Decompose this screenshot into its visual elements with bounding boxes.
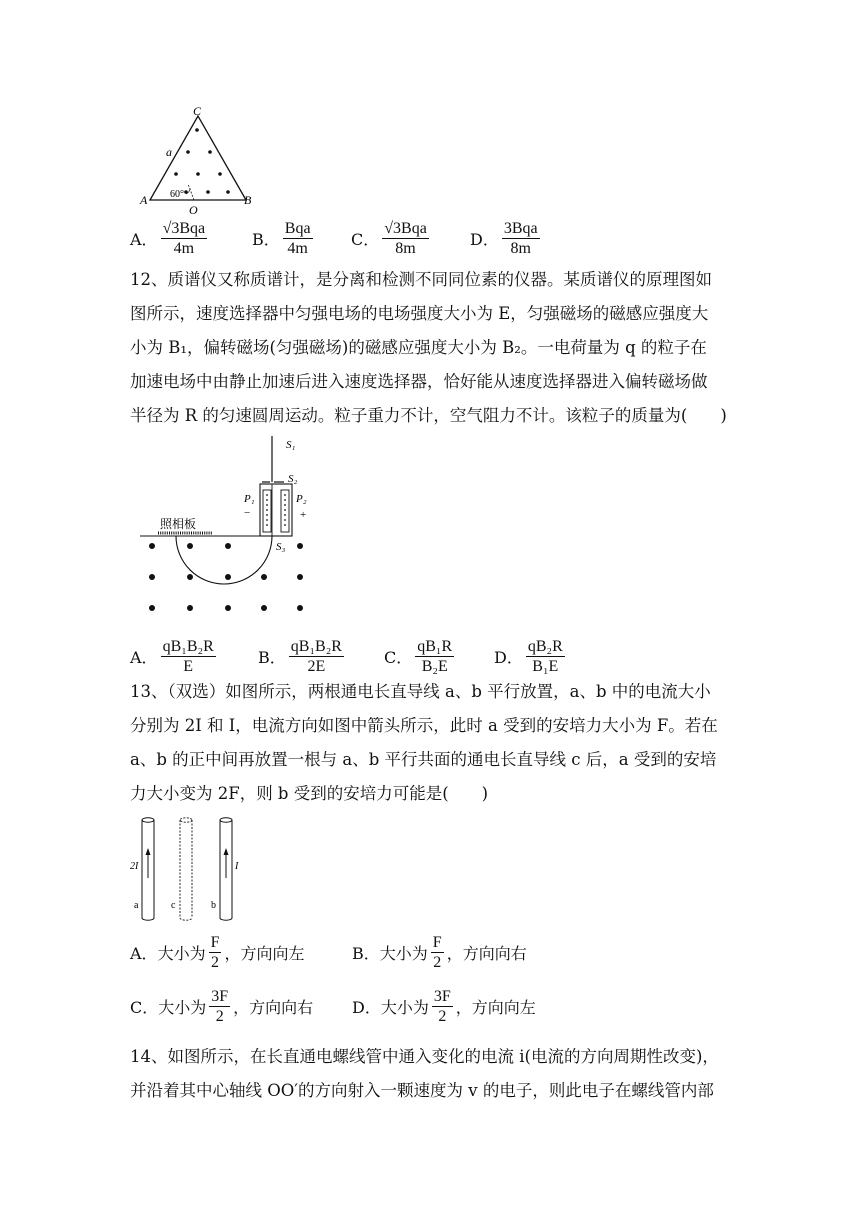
sqrt-icon: √ [384, 219, 394, 237]
q12-option-d[interactable]: D． $\frac{\text{qB₂R}}{\text{B₁E}}$ [494, 637, 563, 675]
label-P1: P₁ [244, 493, 255, 505]
label-a: a [166, 145, 172, 159]
q13-stem: 13、（双选）如图所示，两根通电长直导线 a、b 平行放置，a、b 中的电流大小 分别为 2I 和 I，电流方向如图中箭头所示，此时 a 受到的安培力大小为 F。若在 a、b 的正中间再放置一根与 a、b 平行共面的通电长直导线 c 后，a 受到的安培 力大小变为 2F，则 b 受到的安培力可能是( ) [130, 682, 718, 803]
wires-figure [126, 814, 246, 922]
label-plate: 照相板 [160, 517, 197, 531]
label-current-b: I [235, 861, 239, 872]
q13-option-d[interactable]: D． 大小为 $\frac{3F}{2}$ ，方向向左 [352, 987, 536, 1025]
q11-option-b[interactable]: B． $\frac{\text{Bqa}}{4m}$ [252, 219, 311, 257]
q11-option-d[interactable]: D． $\frac{\text{3Bqa}}{8m}$ [470, 219, 538, 257]
label-a: a [134, 900, 139, 911]
label-minus: − [244, 507, 251, 519]
label-A: A [140, 193, 148, 207]
label-S2: S₂ [288, 473, 298, 485]
label-O: O [189, 203, 198, 216]
label-b: b [211, 900, 216, 911]
mass-spectrometer-figure [140, 436, 320, 618]
label-C: C [193, 104, 202, 118]
label-S1: S₁ [286, 439, 296, 451]
label-angle: 60° [170, 189, 184, 200]
q11-option-c[interactable]: C． $\frac{\text{√3Bqa}}{8m}$ [351, 219, 427, 257]
q12-option-a[interactable]: A． $\frac{\text{qB₁B₂R}}{E}$ [130, 637, 214, 675]
label-current-a: 2I [130, 861, 139, 872]
q13-option-b[interactable]: B． 大小为 $\frac{F}{2}$ ，方向向右 [352, 933, 527, 971]
q12-option-c[interactable]: C． $\frac{\text{qB₁R}}{\text{B₂E}}$ [384, 637, 453, 675]
label-S3: S₃ [276, 541, 286, 553]
q14-stem: 14、如图所示，在长直通电螺线管中通入变化的电流 i(电流的方向周期性改变)， 并沿着其中心轴线 OO′的方向射入一颗速度为 v 的电子，则此电子在螺线管内部 [130, 1047, 719, 1100]
q12-option-b[interactable]: B． $\frac{\text{qB₁B₂R}}{2E}$ [258, 637, 342, 675]
sqrt-icon: √ [162, 219, 172, 237]
label-c: c [171, 900, 176, 911]
label-P2: P₂ [296, 493, 307, 505]
label-B: B [244, 193, 252, 207]
q13-option-a[interactable]: A． 大小为 $\frac{F}{2}$ ，方向向左 [130, 933, 305, 971]
label-plus: + [300, 509, 307, 521]
triangle-figure [136, 104, 256, 216]
q13-option-c[interactable]: C． 大小为 $\frac{3F}{2}$ ，方向向右 [130, 987, 314, 1025]
q12-stem: 12、质谱仪又称质谱计，是分离和检测不同同位素的仪器。某质谱仪的原理图如 图所示，速度选择器中匀强电场的电场强度大小为 E，匀强磁场的磁感应强度大 小为 B₁，偏转磁场(匀强磁场)的磁感应强度大小为 B₂。一电荷量为 q 的粒子在 加速电场中由静止加速后进入速度选择器，恰好能从速度选择器进入偏转磁场做 半径为 R 的匀速圆周运动。粒子重力不计，空气阻力不计。该粒子的质量为( ) [130, 270, 727, 425]
q11-option-a[interactable]: A． $\frac{\text{√3Bqa}}{4m}$ [130, 219, 206, 257]
